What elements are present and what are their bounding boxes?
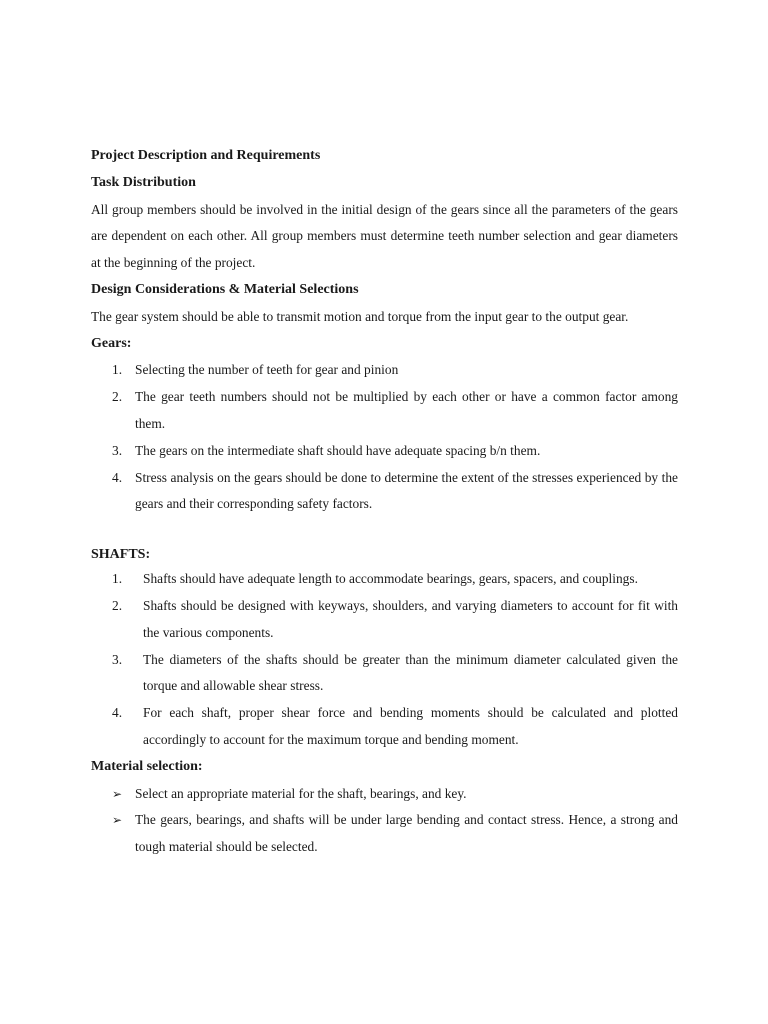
list-item-text: Stress analysis on the gears should be done to determine the extent of the stresses experienced by the gears and their corresponding safety factors.: [135, 469, 678, 512]
list-item: [91, 781, 678, 808]
list-item-text: The gear teeth numbers should not be multiplied by each other or have a common factor among them.: [135, 389, 678, 431]
document-page: [91, 143, 678, 861]
list-item-number: 4.: [112, 705, 123, 721]
gears-heading: Gears:: [91, 335, 132, 351]
list-item-number: 1.: [112, 362, 123, 378]
arrow-bullet-icon: ➢: [112, 786, 123, 801]
list-item-number: 2.: [112, 597, 123, 613]
task-distribution-text: All group members should be involved in the initial design of the gears since all the parameters of the gears are dependent on each other. All group members must determine teeth number selection and gear diameters at the beginning of the project.: [91, 201, 678, 271]
design-considerations-heading: Design Considerations & Material Selections: [91, 281, 359, 297]
document-title: Project Description and Requirements: [91, 148, 321, 163]
list-item: [91, 593, 678, 647]
shafts-heading: SHAFTS:: [91, 547, 151, 563]
list-item-number: 2.: [112, 389, 123, 405]
list-item-text: For each shaft, proper shear force and bending moments should be calculated and plotted accordingly to account for the maximum torque and bending moment.: [143, 705, 678, 747]
list-item-number: 4.: [112, 469, 123, 485]
list-item: [91, 465, 678, 519]
material-selection-list: [91, 781, 678, 861]
section-spacer: [91, 518, 678, 542]
list-item: [91, 384, 678, 438]
list-item-text: The gears, bearings, and shafts will be under large bending and contact stress. Hence, a strong and tough material should be selected.: [135, 812, 678, 855]
list-item: [91, 566, 678, 593]
list-item-text: The diameters of the shafts should be greater than the minimum diameter calculated given the torque and allowable shear stress.: [143, 651, 678, 694]
arrow-bullet-icon: ➢: [112, 813, 123, 828]
list-item: [91, 807, 678, 861]
gears-list: [91, 357, 678, 518]
list-item-number: 3.: [112, 442, 123, 458]
list-item-number: 1.: [112, 571, 123, 587]
list-item-text: Shafts should be designed with keyways, shoulders, and varying diameters to account for fit with the various components.: [143, 597, 678, 640]
list-item-text: Shafts should have adequate length to accommodate bearings, gears, spacers, and couplings.: [143, 571, 638, 587]
list-item-number: 3.: [112, 651, 123, 667]
material-selection-heading: Material selection:: [91, 758, 203, 774]
list-item: [91, 647, 678, 701]
design-considerations-text: The gear system should be able to transmit motion and torque from the input gear to the output gear.: [91, 308, 629, 324]
shafts-list: [91, 566, 678, 754]
list-item-text: The gears on the intermediate shaft should have adequate spacing b/n them.: [135, 442, 541, 458]
list-item: [91, 438, 678, 465]
list-item-text: Select an appropriate material for the shaft, bearings, and key.: [135, 785, 467, 801]
list-item-text: Selecting the number of teeth for gear and pinion: [135, 362, 399, 378]
list-item: [91, 700, 678, 754]
task-distribution-heading: Task Distribution: [91, 174, 196, 190]
list-item: [91, 357, 678, 384]
